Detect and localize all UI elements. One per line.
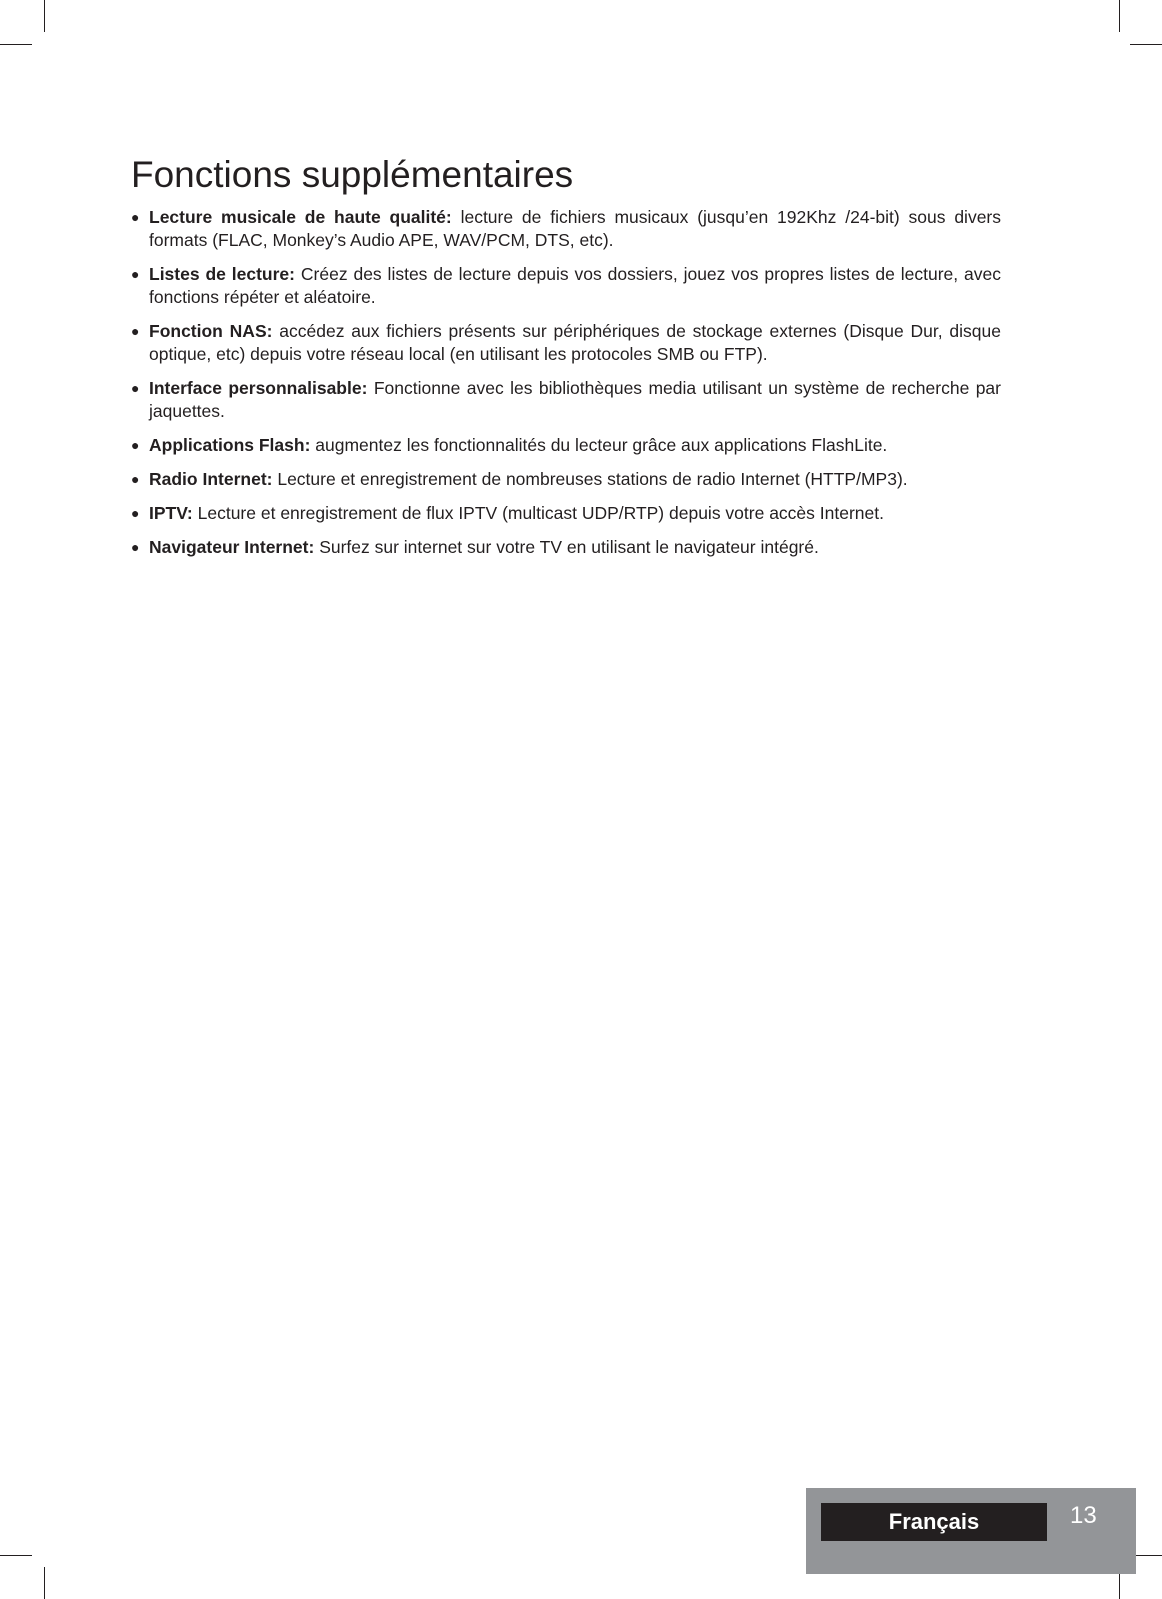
feature-item-custom-interface xyxy=(131,377,1001,423)
feature-description: Surfez sur internet sur votre TV en utilisant le navigateur intégré. xyxy=(319,537,819,557)
bullet-icon: ● xyxy=(131,209,140,225)
crop-mark-bottom-left-horizontal xyxy=(0,1555,32,1556)
feature-list xyxy=(131,206,1001,570)
feature-description: augmentez les fonctionnalités du lecteur grâce aux applications FlashLite. xyxy=(315,435,888,455)
feature-term: Navigateur Internet: xyxy=(149,537,320,557)
bullet-icon: ● xyxy=(131,323,140,339)
feature-item-web-browser xyxy=(131,536,1001,559)
crop-mark-bottom-left-vertical xyxy=(44,1567,45,1599)
feature-term: Lecture musicale de haute qualité: xyxy=(149,207,461,227)
bullet-icon: ● xyxy=(131,380,140,396)
feature-description: accédez aux fichiers présents sur périphériques de stockage externes (Disque Dur, disque optique, etc) depuis votre réseau local (en utilisant les protocoles SMB ou FTP). xyxy=(149,321,1001,364)
page-number: 13 xyxy=(1070,1502,1097,1529)
bullet-icon: ● xyxy=(131,505,140,521)
crop-mark-top-right-horizontal xyxy=(1130,44,1162,45)
feature-term: Radio Internet: xyxy=(149,469,278,489)
feature-term: Fonction NAS: xyxy=(149,321,280,341)
feature-item-internet-radio xyxy=(131,468,1001,491)
page-title: Fonctions supplémentaires xyxy=(131,154,574,195)
feature-term: Interface personnalisable: xyxy=(149,378,374,398)
feature-term: IPTV: xyxy=(149,503,198,523)
feature-description: Créez des listes de lecture depuis vos dossiers, jouez vos propres listes de lecture, avec fonctions répéter et aléatoire. xyxy=(149,264,1001,307)
bullet-icon: ● xyxy=(131,471,140,487)
feature-description: Lecture et enregistrement de nombreuses stations de radio Internet (HTTP/MP3). xyxy=(277,469,908,489)
feature-description: Lecture et enregistrement de flux IPTV (multicast UDP/RTP) depuis votre accès Internet. xyxy=(197,503,884,523)
crop-mark-top-left-vertical xyxy=(44,0,45,32)
feature-description: lecture de fichiers musicaux (jusqu’en 192Khz /24-bit) sous divers formats (FLAC, Monkey’s Audio APE, WAV/PCM, DTS, etc). xyxy=(149,207,1002,250)
feature-item-hq-music xyxy=(131,206,1001,252)
bullet-icon: ● xyxy=(131,437,140,453)
feature-item-flash-apps xyxy=(131,434,1001,457)
feature-term: Listes de lecture: xyxy=(149,264,301,284)
page-footer xyxy=(806,1488,1136,1574)
crop-mark-top-left-horizontal xyxy=(0,44,32,45)
feature-item-playlists xyxy=(131,263,1001,309)
crop-mark-top-right-vertical xyxy=(1119,0,1120,32)
bullet-icon: ● xyxy=(131,266,140,282)
feature-item-nas xyxy=(131,320,1001,366)
feature-description: Fonctionne avec les bibliothèques media utilisant un système de recherche par jaquettes. xyxy=(149,378,1001,421)
bullet-icon: ● xyxy=(131,539,140,555)
language-tab: Français xyxy=(821,1503,1047,1541)
feature-item-iptv xyxy=(131,502,1001,525)
feature-term: Applications Flash: xyxy=(149,435,316,455)
